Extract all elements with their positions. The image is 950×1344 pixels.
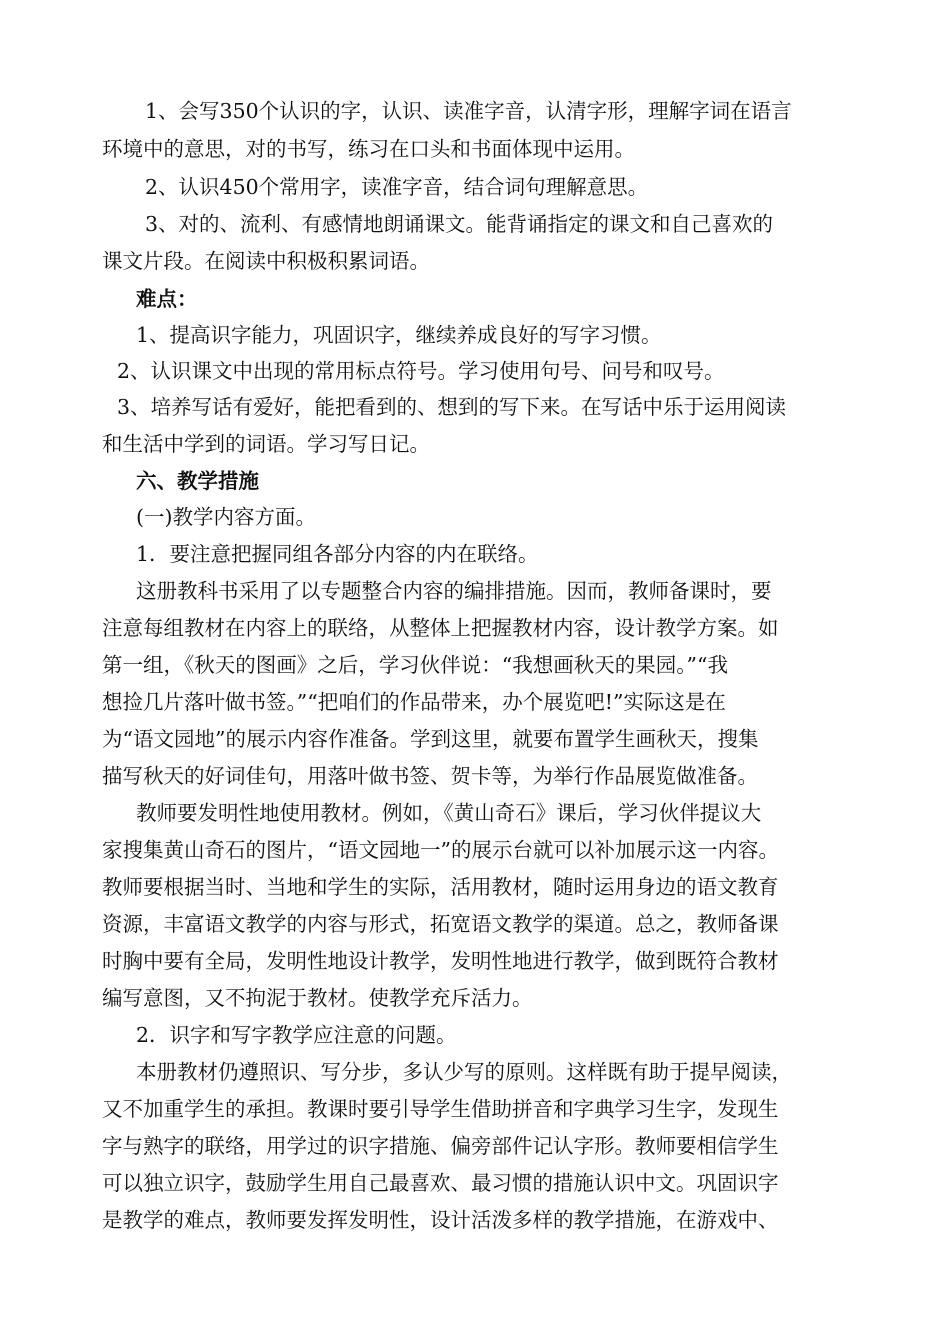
text-line: 和生活中学到的词语。学习写日记。 <box>102 432 430 456</box>
text-line: 1、会写350个认识的字，认识、读准字音，认清字形，理解字词在语言 <box>145 99 792 123</box>
text-line: 编写意图，又不拘泥于教材。使教学充斥活力。 <box>102 986 533 1010</box>
text-line: 本册教材仍遵照识、写分步，多认少写的原则。这样既有助于提早阅读， <box>136 1060 792 1084</box>
text-line: 1．要注意把握同组各部分内容的内在联络。 <box>136 542 539 566</box>
text-line: 为“语文园地”的展示内容作准备。学到这里，就要布置学生画秋天，搜集 <box>102 727 759 751</box>
text-line: (一)教学内容方面。 <box>136 505 316 529</box>
text-line: 资源，丰富语文教学的内容与形式，拓宽语文教学的渠道。总之，教师备课 <box>102 912 779 936</box>
text-line: 3、培养写话有爱好，能把看到的、想到的写下来。在写话中乐于运用阅读 <box>117 395 787 419</box>
text-line: 2．识字和写字教学应注意的问题。 <box>136 1023 457 1047</box>
text-line: 2、认识课文中出现的常用标点符号。学习使用句号、问号和叹号。 <box>117 359 725 383</box>
text-line: 教师要发明性地使用教材。例如，《黄山奇石》课后，学习伙伴提议大 <box>136 801 762 825</box>
text-line: 是教学的难点，教师要发挥发明性，设计活泼多样的教学措施，在游戏中、 <box>102 1208 779 1232</box>
section-heading: 难点： <box>136 287 198 311</box>
text-line: 字与熟字的联络，用学过的识字措施、偏旁部件记认字形。教师要相信学生 <box>102 1134 779 1158</box>
text-line: 第一组，《秋天的图画》之后，学习伙伴说：“我想画秋天的果园。”“我 <box>102 653 728 677</box>
text-line: 2、认识450个常用字，读准字音，结合词句理解意思。 <box>145 175 649 199</box>
text-line: 又不加重学生的承担。教课时要引导学生借助拼音和字典学习生字，发现生 <box>102 1097 779 1121</box>
text-line: 课文片段。在阅读中积极积累词语。 <box>102 249 430 273</box>
text-line: 时胸中要有全局，发明性地设计教学，发明性地进行教学，做到既符合教材 <box>102 949 779 973</box>
text-line: 描写秋天的好词佳句，用落叶做书签、贺卡等，为举行作品展览做准备。 <box>102 764 758 788</box>
text-line: 可以独立识字，鼓励学生用自己最喜欢、最习惯的措施认识中文。巩固识字 <box>102 1171 779 1195</box>
text-line: 环境中的意思，对的书写，练习在口头和书面体现中运用。 <box>102 137 635 161</box>
text-line: 想捡几片落叶做书签。”“把咱们的作品带来，办个展览吧!”实际这是在 <box>102 690 726 714</box>
text-line: 家搜集黄山奇石的图片，“语文园地一”的展示台就可以补加展示这一内容。 <box>102 838 779 862</box>
text-line: 3、对的、流利、有感情地朗诵课文。能背诵指定的课文和自己喜欢的 <box>145 212 774 236</box>
text-line: 这册教科书采用了以专题整合内容的编排措施。因而，教师备课时，要 <box>136 579 772 603</box>
text-line: 注意每组教材在内容上的联络，从整体上把握教材内容，设计教学方案。如 <box>102 616 779 640</box>
text-line: 教师要根据当时、当地和学生的实际，活用教材，随时运用身边的语文教育 <box>102 875 779 899</box>
text-line: 1、提高识字能力，巩固识字，继续养成良好的写字习惯。 <box>136 323 662 347</box>
section-heading: 六、教学措施 <box>136 469 259 493</box>
